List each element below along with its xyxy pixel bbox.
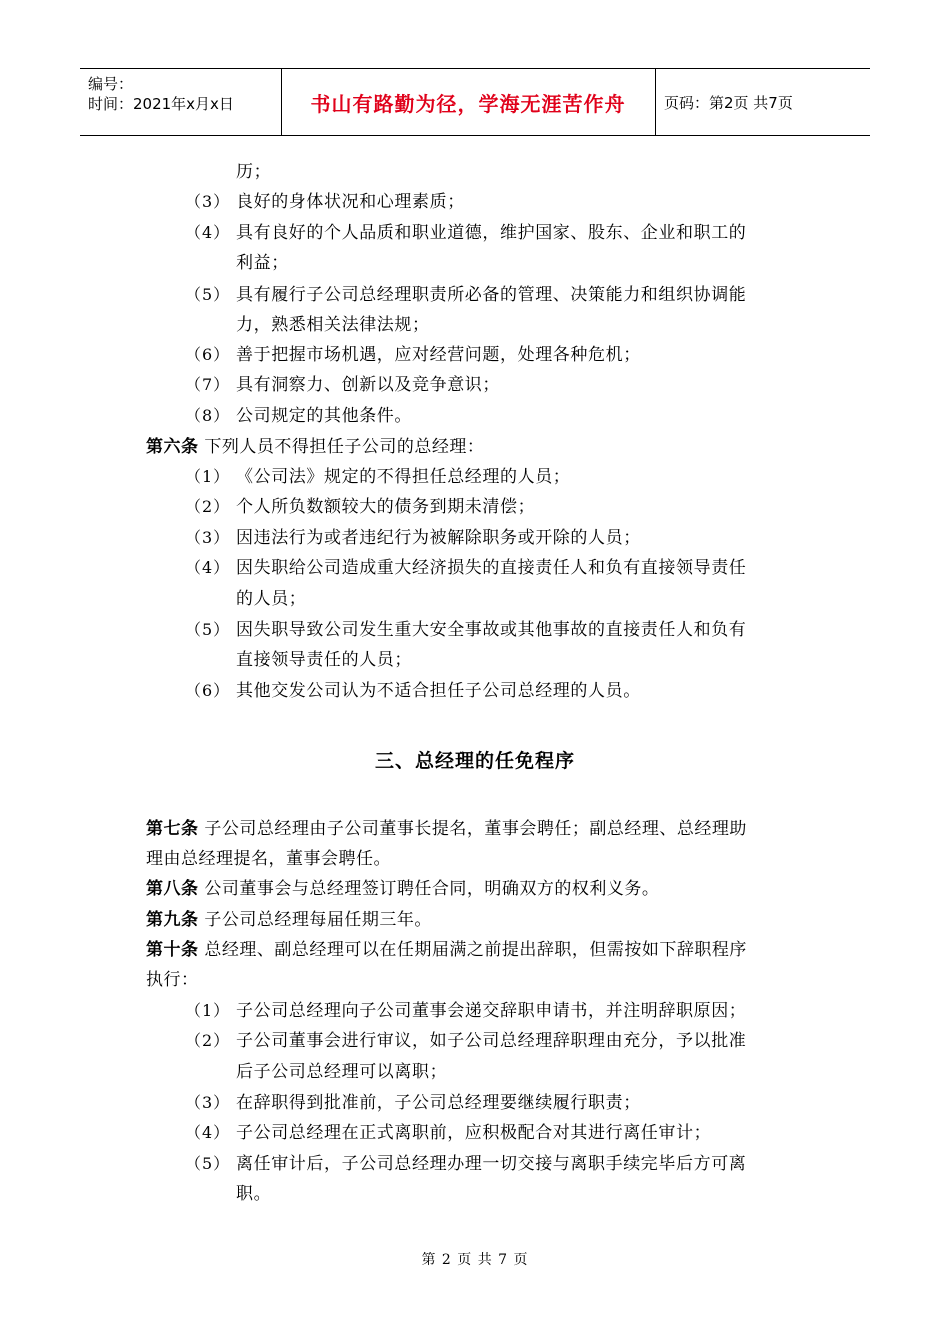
list-item-text: 《公司法》规定的不得担任总经理的人员； [236,467,571,487]
list-item-text: 良好的身体状况和心理素质； [236,192,465,212]
list-item-number: （4） [185,558,231,577]
list-item-text: 其他交发公司认为不适合担任子公司总经理的人员。 [236,681,641,701]
list-item-number: （3） [185,192,231,211]
list-item-number: （4） [185,223,231,242]
section-title: 三、总经理的任免程序 [374,750,575,772]
article-text: 子公司总经理由子公司董事长提名，董事会聘任；副总经理、总经理助 [204,819,747,839]
document-header [80,68,870,136]
list-item-text: 职。 [236,1184,272,1204]
list-item-text: 具有履行子公司总经理职责所必备的管理、决策能力和组织协调能 [236,285,747,305]
header-motto: 书山有路勤为径，学海无涯苦作舟 [310,91,626,116]
list-item-text: 的人员； [236,589,307,609]
list-item-number: （1） [185,1001,231,1020]
list-item-number: （3） [185,1093,231,1112]
article-8 [146,878,659,900]
list-item-number: （2） [185,1031,231,1050]
article-label: 第七条 [146,819,199,839]
list-item-number: （4） [185,1123,231,1142]
list-item-number: （3） [185,528,231,547]
list-item-text: 因失职导致公司发生重大安全事故或其他事故的直接责任人和负有 [236,620,747,640]
list-item-number: （5） [185,1154,231,1173]
article-text: 公司董事会与总经理签订聘任合同，明确双方的权利义务。 [204,879,660,899]
list-item-text: 个人所负数额较大的债务到期未清偿； [236,497,536,517]
header-page-info: 页码：第2页 共7页 [664,93,793,112]
list-item-text: 子公司总经理在正式离职前，应积极配合对其进行离任审计； [236,1123,712,1143]
list-item-text: 子公司董事会进行审议，如子公司总经理辞职理由充分，予以批准 [236,1031,747,1051]
list-item-number: （8） [185,406,231,425]
article-text-continuation: 理由总经理提名，董事会聘任。 [146,849,391,869]
list-item-text: 公司规定的其他条件。 [236,406,412,426]
list-item-text: 在辞职得到批准前，子公司总经理要继续履行职责； [236,1093,641,1113]
list-item-text: 利益； [236,253,289,273]
list-item-number: （1） [185,467,231,486]
article-label: 第八条 [146,879,199,899]
article-7 [146,818,747,840]
article-text-continuation: 执行： [146,970,199,990]
page-footer: 第 2 页 共 7 页 [421,1252,529,1268]
list-item-text: 因违法行为或者违纪行为被解除职务或开除的人员； [236,528,641,548]
article-10 [146,939,747,961]
list-item-text: 具有洞察力、创新以及竞争意识； [236,375,500,395]
list-item-continuation: 历； [236,162,272,182]
header-divider [655,69,656,135]
time-label: 时间：2021年x月x日 [88,95,234,113]
list-item-number: （7） [185,375,231,394]
article-6 [146,436,484,458]
list-item-text: 离任审计后，子公司总经理办理一切交接与离职手续完毕后方可离 [236,1154,747,1174]
list-item-number: （5） [185,285,231,304]
list-item-text: 具有良好的个人品质和职业道德，维护国家、股东、企业和职工的 [236,223,747,243]
list-item-text: 善于把握市场机遇，应对经营问题，处理各种危机； [236,345,641,365]
article-9 [146,909,432,931]
list-item-number: （2） [185,497,231,516]
list-item-number: （6） [185,681,231,700]
list-item-text: 子公司总经理向子公司董事会递交辞职申请书，并注明辞职原因； [236,1001,747,1021]
list-item-number: （6） [185,345,231,364]
article-label: 第九条 [146,910,199,930]
article-label: 第十条 [146,940,199,960]
number-label: 编号： [88,75,134,93]
header-meta [80,69,280,135]
article-text: 下列人员不得担任子公司的总经理： [204,437,485,457]
list-item-text: 直接领导责任的人员； [236,650,412,670]
list-item-text: 后子公司总经理可以离职； [236,1062,448,1082]
article-label: 第六条 [146,437,199,457]
list-item-number: （5） [185,620,231,639]
list-item-text: 因失职给公司造成重大经济损失的直接责任人和负有直接领导责任 [236,558,747,578]
article-text: 总经理、副总经理可以在任期届满之前提出辞职，但需按如下辞职程序 [204,940,747,960]
list-item-text: 力，熟悉相关法律法规； [236,315,430,335]
article-text: 子公司总经理每届任期三年。 [204,910,432,930]
